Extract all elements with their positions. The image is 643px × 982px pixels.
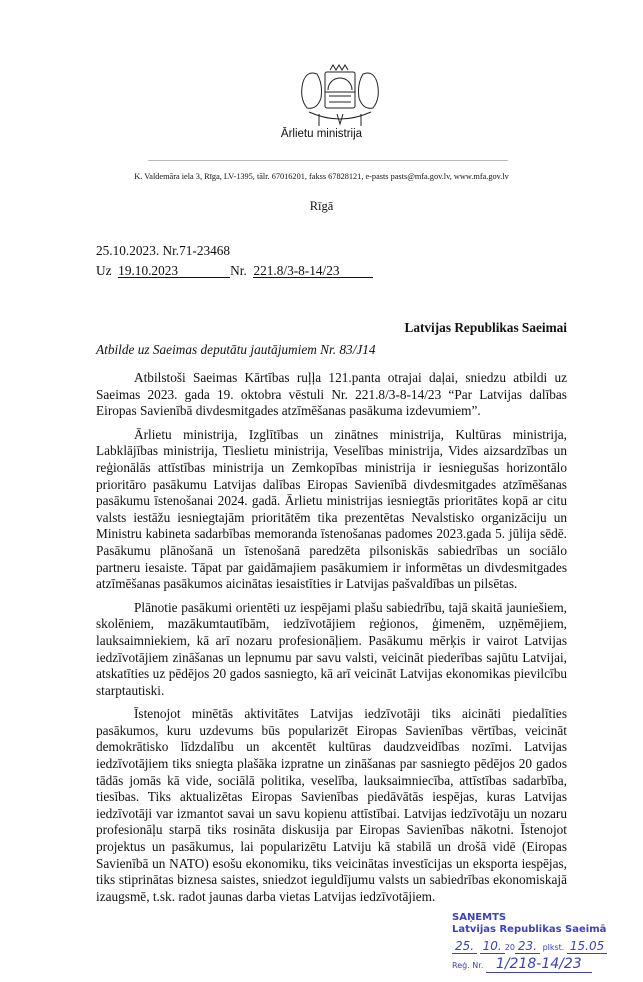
nr-label: Nr. [230, 263, 247, 278]
reference-line [96, 263, 373, 279]
received-stamp [452, 912, 607, 973]
stamp-time-label: plkst. [542, 943, 565, 953]
stamp-reg-row [452, 956, 582, 973]
paragraph-1: Atbilstoši Saeimas Kārtības ruļļa 121.panta otrajai daļai, sniedzu atbildi uz Saeimas 2023. gada 19. oktobra vēstuli Nr. 221.8/3-8-14/23 “Par Latvijas dalības Eiropas Savienībā divdesmitgades atzīmēšanas pasākuma izdevumiem”. [96, 370, 567, 419]
uz-date: 19.10.2023 [118, 264, 230, 278]
letter-body [96, 370, 607, 982]
header-divider [148, 160, 508, 161]
stamp-institution: Latvijas Republikas Saeimā [452, 924, 607, 936]
nr-value: 221.8/3-8-14/23 [253, 264, 373, 278]
date-and-number: 25.10.2023. Nr.71-23468 [96, 243, 231, 258]
organization-address: K. Valdemāra iela 3, Rīga, LV-1395, tālr. 67016201, fakss 67828121, e-pasts pasts@mfa.gov.lv, www.mfa.gov.lv [134, 172, 509, 181]
coat-of-arms-emblem [295, 62, 385, 128]
stamp-year: 23. [515, 939, 540, 954]
paragraph-3: Plānotie pasākumi orientēti uz iespējami plašu sabiedrību, tajā skaitā jauniešiem, skolēniem, mazākumtautībām, iedzīvotājiem reģionos, ģimenēm, uzņēmējiem, lauksaimniekiem, kā arī nozaru profesionāļiem. Pasākumu mērķis ir vairot Latvijas iedzīvotājiem zināšanas un lepnumu par savu valsti, veicināt piederības sajūtu Latvijai, atskatīties uz pēdējos 20 gados sasniegto, kā arī veicināt Latvijas ekonomikas pievilcību starptautiski. [96, 599, 567, 698]
stamp-reg-label: Reģ. Nr. [452, 961, 484, 971]
uz-label: Uz [96, 263, 112, 278]
stamp-time: 15.05 [567, 939, 607, 954]
paragraph-2: Ārlietu ministrija, Izglītības un zinātnes ministrija, Kultūras ministrija, Labklājības ministrija, Tieslietu ministrija, Veselības ministrija, Vides aizsardzības un reģionālās attīstības ministrija un Zemkopības ministrija ir iesniegušas horizontālo prioritāro pasākumu Latvijas dalības Eiropas Savienībā divdesmitgades atzīmēšanas pasākumu īstenošanai 2024. gadā. Ārlietu ministrijas iesniegtās prioritātes kopā ar citu valsts iestāžu iesniegtajām prioritātēm tika prezentētas Nevalstisko organizāciju un Ministru kabineta sadarbības memoranda īstenošanas padomes 2023.gada 5. jūlija sēdē. Pasākumu plānošanā un īstenošanā paredzēta pilsoniskās sabiedrības un sociālo partneru iesaiste. Tāpat par gaidāmajiem pasākumiem ir informētas un divdesmitgades atzīmēšanas pasākumos aicinātas iesaistīties ir Latvijas pašvaldības un pilsētas. [96, 426, 567, 592]
stamp-date-row [452, 939, 605, 954]
organization-name: Ārlietu ministrija [280, 128, 363, 140]
recipient: Latvijas Republikas Saeimai [404, 320, 567, 335]
city: Rīgā [309, 199, 334, 213]
paragraph-4: Īstenojot minētās aktivitātes Latvijas iedzīvotāji tiks aicināti piedalīties pasākumos, kuru uzdevums būs popularizēt Eiropas Savienības vērtības, veicināt demokrātisko līdzdalību un akcentēt kultūras daudzveidības nozīmi. Latvijas iedzīvotājiem tiks sniegta plašāka izpratne un zināšanas par sasniegto pēdējos 20 gados tādās jomās kā vide, sociālā politika, veselība, lauksaimniecība, attīstības sadarbība, tiesības. Tiks aktualizētas Eiropas Savienības piedāvātās iespējas, kuras Latvijas iedzīvotāji var izmantot savai un savu kopienu attīstībai. Latvijas iedzīvotāju un nozaru profesionāļu starpā tiks rosināta diskusija par Eiropas Savienības nākotni. Īstenojot projektus un pasākumus, lai popularizētu Latviju kā stabilā un drošā vidē (Eiropas Savienībā un NATO) esošu ekonomiku, tiks veicinātas investīcijas un eksporta iespējas, tiks stiprinātas biznesa saistes, sniedzot ieguldījumu valsts un sabiedrības ekonomiskajā izaugsmē, t.sk. radot jaunas darba vietas Latvijas iedzīvotājiem. [96, 706, 567, 904]
stamp-month: 10. [480, 939, 505, 954]
stamp-reg-number: 1/218-14/23 [486, 956, 592, 973]
subject: Atbilde uz Saeimas deputātu jautājumiem Nr. 83/J14 [96, 342, 376, 357]
stamp-day: 25. [452, 939, 477, 954]
stamp-year-prefix: 20 [504, 943, 515, 953]
stamp-title: SAŅEMTS [452, 912, 507, 924]
